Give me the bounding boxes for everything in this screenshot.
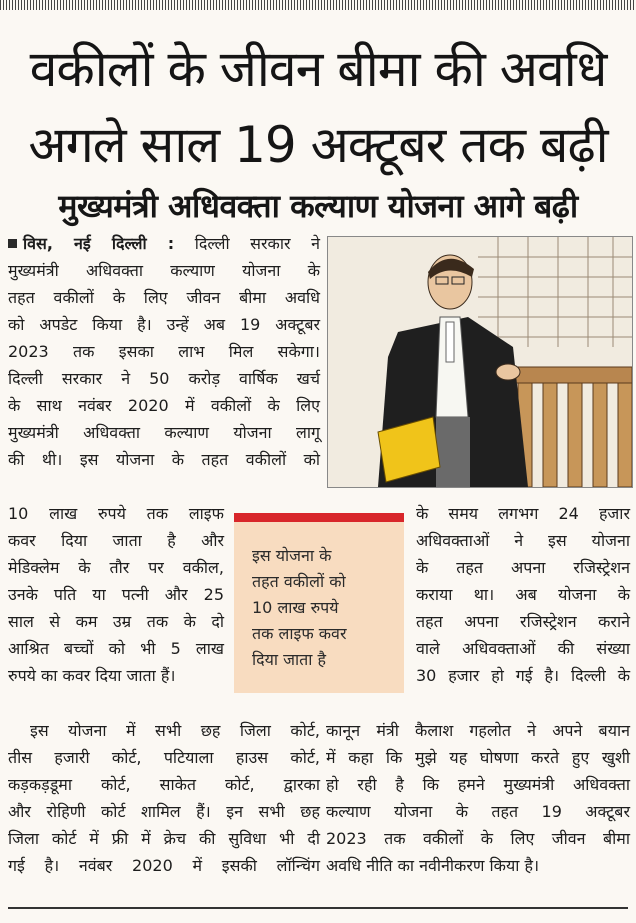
right-col-line: वाले अधिवक्ताओं की संख्या xyxy=(416,639,630,658)
intro-line: दिल्ली सरकार ने 50 करोड़ वार्षिक खर्च xyxy=(8,369,320,388)
pull-quote-text xyxy=(252,543,394,673)
pull-quote-line: दिया जाता है xyxy=(252,650,327,669)
bottom-right-line: में कहा कि मुझे यह घोषणा करते हुए खुशी xyxy=(326,748,630,767)
intro-line: मुख्यमंत्री अधिवक्ता कल्याण योजना लागू xyxy=(8,423,320,442)
right-col-line: 30 हजार हो गई है। दिल्ली के xyxy=(416,666,630,685)
bottom-right-line: कानून मंत्री कैलाश गहलोत ने अपने बयान xyxy=(326,721,630,740)
pull-quote-line: इस योजना के xyxy=(252,546,332,565)
intro-line-1 xyxy=(8,233,320,255)
bottom-left-line: और रोहिणी कोर्ट शामिल हैं। इन सभी छह xyxy=(8,802,320,821)
intro-text: दिल्ली सरकार ने xyxy=(194,234,320,253)
right-col-line: अधिवक्ताओं ने इस योजना xyxy=(416,531,630,550)
bottom-left-line: तीस हजारी कोर्ट, पटियाला हाउस कोर्ट, xyxy=(8,748,320,767)
bottom-left-line: इस योजना में सभी छह जिला कोर्ट, xyxy=(30,721,320,740)
bullet-icon xyxy=(8,239,17,248)
intro-line: के साथ नवंबर 2020 में वकीलों के लिए xyxy=(8,396,320,415)
intro-line: 2023 तक इसका लाभ मिल सकेगा। xyxy=(8,342,320,361)
left-col-line: रुपये का कवर दिया जाता हैं। xyxy=(8,666,176,685)
bottom-right-line: 2023 तक वकीलों के लिए जीवन बीमा xyxy=(326,829,630,848)
pull-quote-accent-bar xyxy=(234,513,404,522)
top-border xyxy=(0,0,636,10)
bottom-right-line: कल्याण योजना के तहत 19 अक्टूबर xyxy=(326,802,630,821)
intro-line: तहत वकीलों के लिए जीवन बीमा अवधि xyxy=(8,288,320,307)
right-col-line: तहत अपना रजिस्ट्रेशन कराने xyxy=(416,612,630,631)
intro-line: मुख्यमंत्री अधिवक्ता कल्याण योजना के xyxy=(8,261,320,280)
bottom-left-line: गई है। नवंबर 2020 में इसकी लॉन्चिंग xyxy=(8,856,320,875)
left-col-line: उनके पति या पत्नी और 25 xyxy=(8,585,224,604)
right-col-line: के समय लगभग 24 हजार xyxy=(416,504,630,523)
left-col-line: साल से कम उम्र तक के दो xyxy=(8,612,224,631)
right-col-line: के तहत अपना रजिस्ट्रेशन xyxy=(416,558,630,577)
dateline: विस, नई दिल्ली : xyxy=(23,234,175,253)
bottom-border xyxy=(8,907,628,909)
intro-line: की थी। इस योजना के तहत वकीलों को xyxy=(8,450,320,469)
right-col-line: कराया था। अब योजना के xyxy=(416,585,630,604)
headline-line-1: वकीलों के जीवन बीमा की अवधि xyxy=(29,40,607,98)
headline-line-2: अगले साल 19 अक्टूबर तक बढ़ी xyxy=(28,116,608,174)
left-col-line: 10 लाख रुपये तक लाइफ xyxy=(8,504,224,523)
pull-quote-line: तहत वकीलों को xyxy=(252,572,346,591)
left-col-line: मेडिक्लेम के तौर पर वकील, xyxy=(8,558,224,577)
bottom-left-line: जिला कोर्ट में फ्री में क्रेच की सुविधा भी दी xyxy=(8,829,320,848)
pull-quote-line: 10 लाख रुपये xyxy=(252,598,339,617)
pull-quote-line: तक लाइफ कवर xyxy=(252,624,347,643)
pull-quote xyxy=(234,513,404,693)
intro-line: को अपडेट किया है। उन्हें अब 19 अक्टूबर xyxy=(8,315,320,334)
bottom-right-line: हो रही है कि हमने मुख्यमंत्री अधिवक्ता xyxy=(326,775,630,794)
lawyer-illustration-icon xyxy=(327,236,633,488)
subheading: मुख्यमंत्री अधिवक्ता कल्याण योजना आगे बढ़ी xyxy=(58,187,578,225)
bottom-left-line: कड़कड़डूमा कोर्ट, साकेत कोर्ट, द्वारका xyxy=(8,775,320,794)
left-col-line: कवर दिया जाता है और xyxy=(8,531,224,550)
left-col-line: आश्रित बच्चों को भी 5 लाख xyxy=(8,639,224,658)
bottom-right-line: अवधि नीति का नवीनीकरण किया है। xyxy=(326,856,540,875)
